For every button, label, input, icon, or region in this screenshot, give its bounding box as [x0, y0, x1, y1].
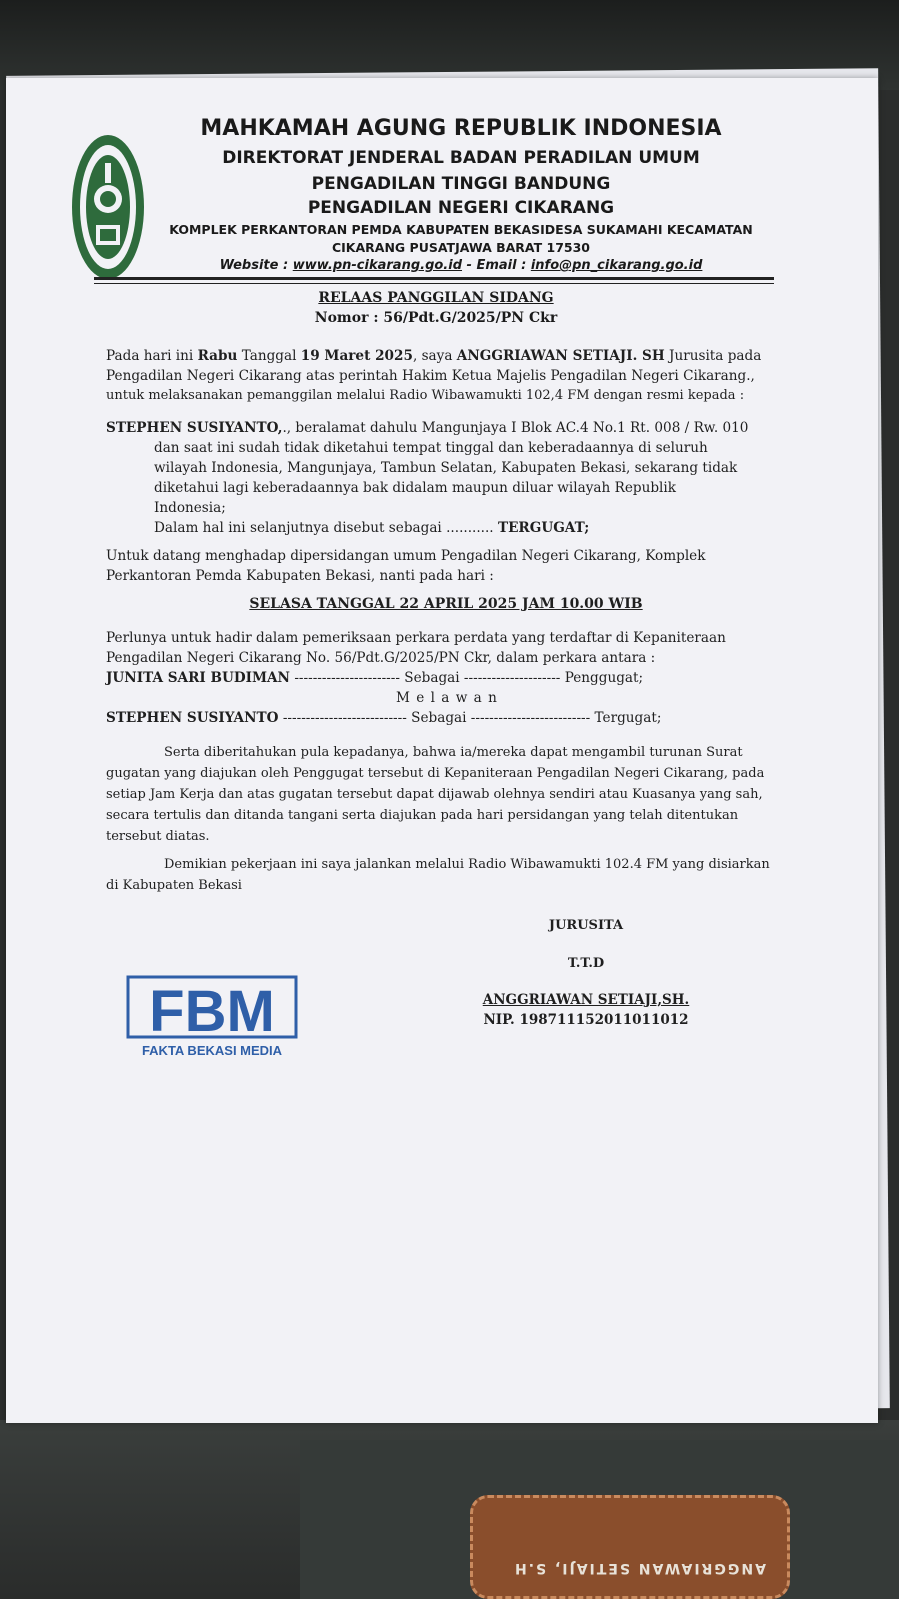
- fbm-stamp: [124, 973, 304, 1063]
- closing-paragraph: [106, 854, 806, 896]
- summons-line-1: Untuk datang menghadap dipersidangan umum Pengadilan Negeri Cikarang, Komplek: [106, 548, 706, 564]
- opening-text: , saya: [412, 348, 457, 364]
- court-emblem-icon: [70, 133, 146, 281]
- header-line-4: PENGADILAN NEGERI CIKARANG: [307, 198, 615, 218]
- versus-label: M e l a w a n: [396, 690, 498, 706]
- email-label: - Email :: [462, 258, 531, 273]
- defendant-name: STEPHEN SUSIYANTO,: [106, 420, 283, 436]
- defendant-line-2: dan saat ini sudah tidak diketahui tempat tinggal dan keberadaannya di seluruh: [154, 440, 708, 456]
- stamp-letters: FBM: [149, 979, 275, 1044]
- case-line-1: Perlunya untuk hadir dalam pemeriksaan perkara perdata yang terdaftar di Kepaniteraan: [106, 630, 726, 646]
- document-page: [6, 78, 878, 1423]
- opening-line-3: untuk melaksanakan pemanggilan melalui Radio Wibawamukti 102,4 FM dengan resmi kepada :: [106, 388, 745, 403]
- opening-text: Tanggal: [237, 348, 301, 364]
- defendant-line-3: wilayah Indonesia, Mangunjaya, Tambun Selatan, Kabupaten Bekasi, sekarang tidak: [154, 460, 738, 476]
- opening-paragraph: [106, 346, 806, 406]
- signature-name: ANGGRIAWAN SETIAJI,SH.: [482, 992, 690, 1008]
- signature-role: JURUSITA: [548, 918, 624, 933]
- summons-line-2: Perkantoran Pemda Kabupaten Bekasi, nanti pada hari :: [106, 568, 494, 584]
- notice-line-2: gugatan yang diajukan oleh Penggugat tersebut di Kepaniteraan Pengadilan Negeri Cikarang, pada: [106, 766, 765, 781]
- opening-officer: ANGGRIAWAN SETIAJI. SH: [456, 348, 665, 364]
- signature-ttd: T.T.D: [567, 956, 605, 971]
- notice-line-5: tersebut diatas.: [106, 829, 210, 844]
- header-line-2: DIREKTORAT JENDERAL BADAN PERADILAN UMUM: [222, 148, 700, 168]
- document-number: Nomor : 56/Pdt.G/2025/PN Ckr: [314, 310, 558, 326]
- plaintiff-name: JUNITA SARI BUDIMAN: [106, 670, 290, 686]
- case-defendant-name: STEPHEN SUSIYANTO: [106, 710, 279, 726]
- web-url[interactable]: www.pn-cikarang.go.id: [292, 258, 463, 273]
- email-link[interactable]: info@pn_cikarang.go.id: [530, 258, 703, 273]
- closing-line-2: di Kabupaten Bekasi: [106, 878, 242, 893]
- web-label: Website :: [219, 258, 293, 273]
- case-paragraph: [106, 628, 826, 728]
- stamp-caption: FAKTA BEKASI MEDIA: [141, 1043, 283, 1058]
- defendant-designation: TERGUGAT;: [497, 520, 590, 536]
- header-address-1: KOMPLEK PERKANTORAN PEMDA KABUPATEN BEKASIDESA SUKAMAHI KECAMATAN: [169, 222, 753, 237]
- defendant-line-4: diketahui lagi keberadaannya bak didalam maupun diluar wilayah Republik: [154, 480, 676, 496]
- document-title: RELAAS PANGGILAN SIDANG: [318, 290, 554, 306]
- notice-paragraph: [106, 742, 806, 847]
- case-line-2: Pengadilan Negeri Cikarang No. 56/Pdt.G/2025/PN Ckr, dalam perkara antara :: [106, 650, 656, 666]
- defendant-address: ., beralamat dahulu Mangunjaya I Blok AC.4 No.1 Rt. 008 / Rw. 010: [282, 420, 749, 436]
- notice-line-1: Serta diberitahukan pula kepadanya, bahwa ia/mereka dapat mengambil turunan Surat: [164, 745, 743, 760]
- header-rule-thin: [94, 283, 774, 284]
- opening-date: 19 Maret 2025: [300, 348, 413, 364]
- plaintiff-role: ----------------------- Sebagai --------------------- Penggugat;: [290, 670, 644, 686]
- opening-line-2: Pengadilan Negeri Cikarang atas perintah Hakim Ketua Majelis Pengadilan Negeri Cikarang.,: [106, 368, 755, 384]
- header-rule-thick: [94, 277, 774, 280]
- name-tag: [470, 1495, 790, 1599]
- notice-line-3: setiap Jam Kerja dan atas gugatan tersebut dapat dijawab olehnya sendiri atau Kuasanya yang sah,: [106, 787, 763, 802]
- defendant-role: --------------------------- Sebagai -------------------------- Tergugat;: [278, 710, 662, 726]
- defendant-line-5: Indonesia;: [154, 500, 226, 516]
- opening-day: Rabu: [197, 348, 238, 364]
- header-contact: [151, 258, 771, 273]
- defendant-line-6: Dalam hal ini selanjutnya disebut sebagai ...........: [154, 520, 498, 536]
- notice-line-4: secara tertulis dan ditanda tangani serta diajukan pada hari persidangan yang telah ditentukan: [106, 808, 739, 823]
- header-line-1: MAHKAMAH AGUNG REPUBLIK INDONESIA: [200, 116, 722, 141]
- defendant-paragraph: [106, 418, 806, 538]
- signature-nip: NIP. 198711152011011012: [483, 1012, 689, 1028]
- summons-paragraph: [106, 546, 806, 586]
- opening-text: Jurusita pada: [664, 348, 762, 364]
- hearing-date: SELASA TANGGAL 22 APRIL 2025 JAM 10.00 WIB: [249, 596, 643, 612]
- header-line-3: PENGADILAN TINGGI BANDUNG: [311, 174, 611, 194]
- closing-line-1: Demikian pekerjaan ini saya jalankan melalui Radio Wibawamukti 102.4 FM yang disiarkan: [164, 857, 770, 872]
- name-tag-text: ANGGRIAWAN SETIAJI, S.H: [513, 1560, 766, 1576]
- opening-text: Pada hari ini: [106, 348, 198, 364]
- header-address-2: CIKARANG PUSATJAWA BARAT 17530: [331, 240, 590, 255]
